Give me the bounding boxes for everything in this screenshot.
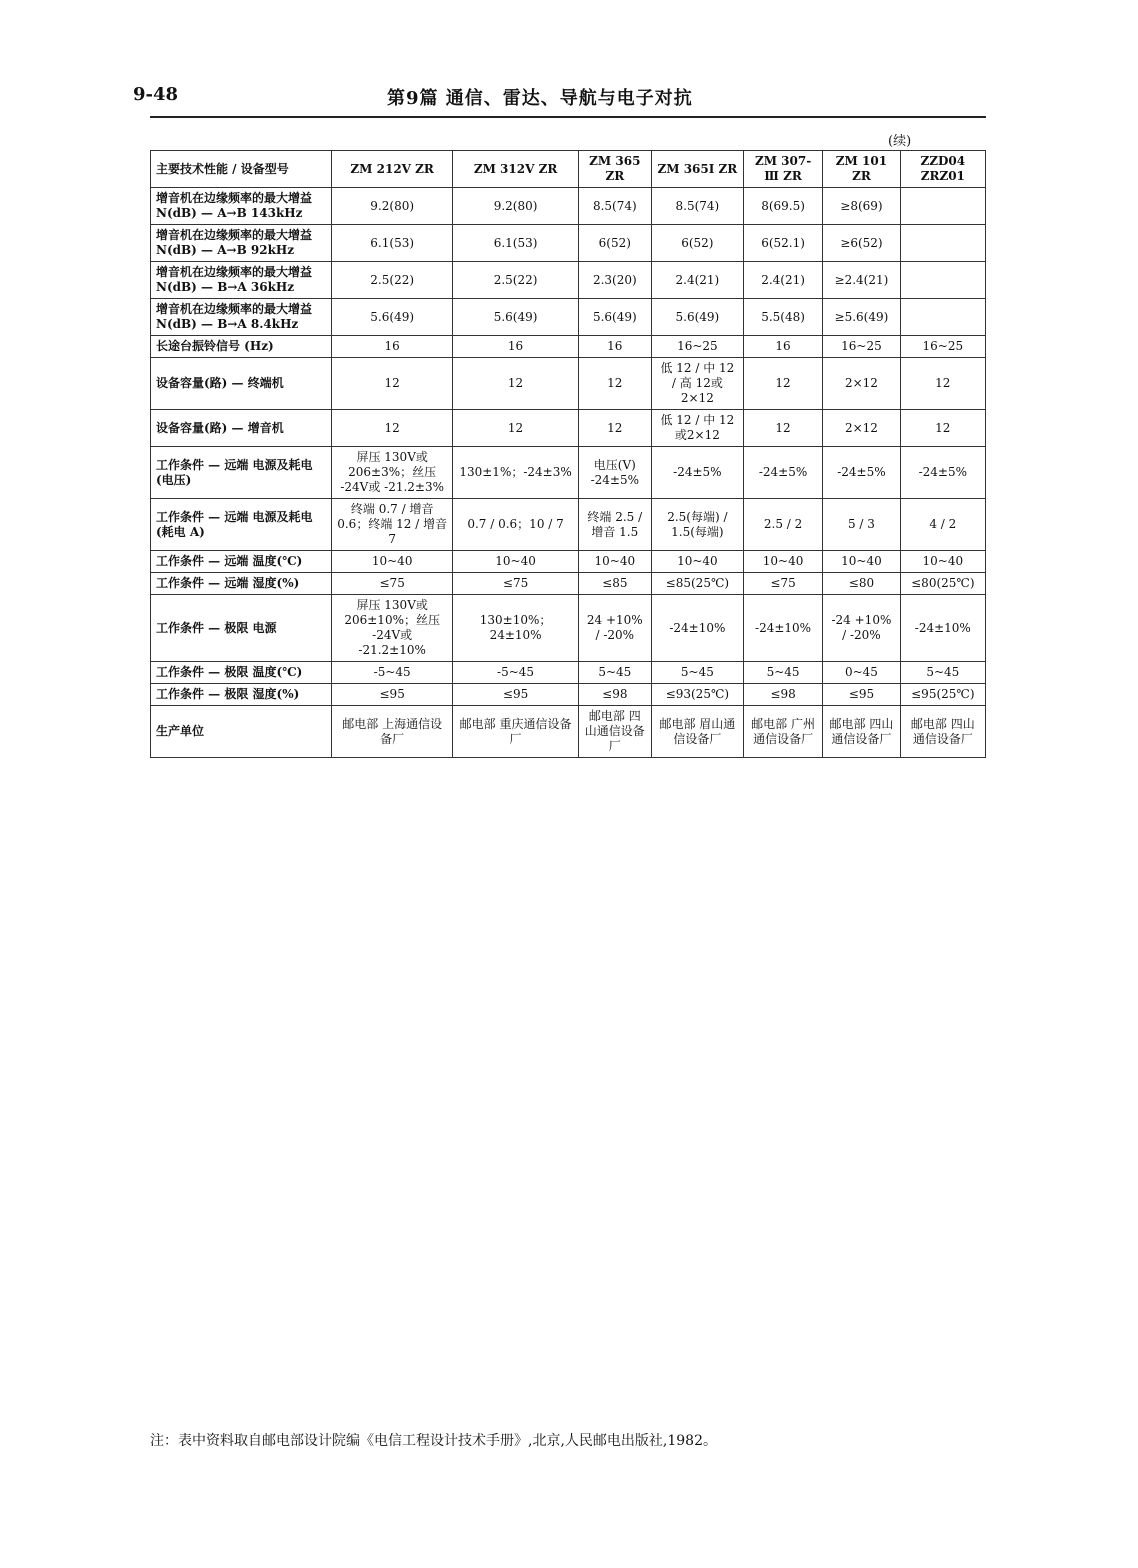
- cell: 5.6(49): [651, 299, 743, 336]
- cell: 12: [900, 410, 985, 447]
- table-row: [151, 551, 986, 573]
- cell: 5.6(49): [453, 299, 578, 336]
- row-label: 工作条件 — 极限 电源: [151, 595, 332, 662]
- cell: -24±5%: [823, 447, 900, 499]
- cell: 2.3(20): [578, 262, 651, 299]
- cell: ≤85(25℃): [651, 573, 743, 595]
- row-label: 工作条件 — 远端 电源及耗电 (耗电 A): [151, 499, 332, 551]
- row-label: 工作条件 — 极限 湿度(%): [151, 684, 332, 706]
- cell: ≤98: [578, 684, 651, 706]
- row-label: 工作条件 — 远端 湿度(%): [151, 573, 332, 595]
- cell: ≤93(25℃): [651, 684, 743, 706]
- cell: 12: [900, 358, 985, 410]
- cell: 邮电部 重庆通信设备厂: [453, 706, 578, 758]
- table-row: [151, 662, 986, 684]
- cell: 10~40: [578, 551, 651, 573]
- cell: 2.5(22): [332, 262, 453, 299]
- row-label: 长途台振铃信号 (Hz): [151, 336, 332, 358]
- cell: 6.1(53): [332, 225, 453, 262]
- cell: 2.5 / 2: [743, 499, 822, 551]
- cell: 10~40: [332, 551, 453, 573]
- cell: 2.5(每端) / 1.5(每端): [651, 499, 743, 551]
- table-row: [151, 336, 986, 358]
- cell: 5.6(49): [578, 299, 651, 336]
- cell: 9.2(80): [453, 188, 578, 225]
- cell: 130±10%；24±10%: [453, 595, 578, 662]
- cell: ≤95: [332, 684, 453, 706]
- cell: -5~45: [453, 662, 578, 684]
- cell: 邮电部 四山通信设备厂: [823, 706, 900, 758]
- row-label: 生产单位: [151, 706, 332, 758]
- table-row: [151, 299, 986, 336]
- cell: 2×12: [823, 410, 900, 447]
- cell: -24±10%: [743, 595, 822, 662]
- cell: 终端 0.7 / 增音 0.6；终端 12 / 增音 7: [332, 499, 453, 551]
- cell: ≤98: [743, 684, 822, 706]
- cell: ≤80: [823, 573, 900, 595]
- cell: 12: [453, 410, 578, 447]
- table-header-parameter: 主要技术性能 / 设备型号: [151, 151, 332, 188]
- cell: -24±10%: [651, 595, 743, 662]
- cell: 4 / 2: [900, 499, 985, 551]
- cell: 10~40: [900, 551, 985, 573]
- continued-label: (续): [888, 134, 912, 149]
- cell: 8.5(74): [578, 188, 651, 225]
- cell: 16: [578, 336, 651, 358]
- cell: 10~40: [651, 551, 743, 573]
- cell: ≤75: [453, 573, 578, 595]
- table-row: [151, 358, 986, 410]
- cell: -5~45: [332, 662, 453, 684]
- row-label: 增音机在边缘频率的最大增益 N(dB) — B→A 8.4kHz: [151, 299, 332, 336]
- cell: 5~45: [900, 662, 985, 684]
- cell: 5.5(48): [743, 299, 822, 336]
- cell: 5~45: [743, 662, 822, 684]
- cell: 12: [743, 358, 822, 410]
- cell: 16: [743, 336, 822, 358]
- cell: ≥5.6(49): [823, 299, 900, 336]
- cell: 16~25: [900, 336, 985, 358]
- table-header-307: ZM 307-Ⅲ ZR: [743, 151, 822, 188]
- cell: ≤95: [453, 684, 578, 706]
- row-label: 设备容量(路) — 终端机: [151, 358, 332, 410]
- cell: 6(52): [651, 225, 743, 262]
- cell: 终端 2.5 / 增音 1.5: [578, 499, 651, 551]
- cell: 130±1%；-24±3%: [453, 447, 578, 499]
- cell: 邮电部 四山通信设备厂: [578, 706, 651, 758]
- cell: ≤95(25℃): [900, 684, 985, 706]
- cell: 2×12: [823, 358, 900, 410]
- table-header-365: ZM 365 ZR: [578, 151, 651, 188]
- cell: 12: [743, 410, 822, 447]
- row-label: 工作条件 — 极限 温度(℃): [151, 662, 332, 684]
- cell: 12: [332, 358, 453, 410]
- table-row: [151, 410, 986, 447]
- cell: 0~45: [823, 662, 900, 684]
- technical-table: [150, 150, 986, 758]
- cell: [900, 262, 985, 299]
- cell: 5 / 3: [823, 499, 900, 551]
- cell: 邮电部 四山通信设备厂: [900, 706, 985, 758]
- cell: 12: [578, 358, 651, 410]
- cell: 5~45: [578, 662, 651, 684]
- row-label: 设备容量(路) — 增音机: [151, 410, 332, 447]
- cell: ≤85: [578, 573, 651, 595]
- cell: 8.5(74): [651, 188, 743, 225]
- table-row: [151, 499, 986, 551]
- cell: 12: [453, 358, 578, 410]
- cell: 邮电部 上海通信设备厂: [332, 706, 453, 758]
- table-header-312v: ZM 312V ZR: [453, 151, 578, 188]
- table-header-zzd04: ZZD04 ZRZ01: [900, 151, 985, 188]
- cell: 2.4(21): [651, 262, 743, 299]
- cell: 屏压 130V或 206±3%；丝压 -24V或 -21.2±3%: [332, 447, 453, 499]
- header: [95, 84, 995, 110]
- table-header-365i: ZM 365Ⅰ ZR: [651, 151, 743, 188]
- cell: -24±5%: [900, 447, 985, 499]
- cell: ≤75: [332, 573, 453, 595]
- cell: 邮电部 眉山通信设备厂: [651, 706, 743, 758]
- table-header-101: ZM 101 ZR: [823, 151, 900, 188]
- cell: [900, 299, 985, 336]
- table-row: [151, 706, 986, 758]
- table-row: [151, 447, 986, 499]
- cell: 低 12 / 中 12 / 高 12或2×12: [651, 358, 743, 410]
- cell: 16~25: [651, 336, 743, 358]
- table-row: [151, 595, 986, 662]
- table-row: [151, 684, 986, 706]
- cell: 0.7 / 0.6；10 / 7: [453, 499, 578, 551]
- cell: 6(52.1): [743, 225, 822, 262]
- chapter-title: 第9篇 通信、雷达、导航与电子对抗: [387, 88, 693, 109]
- table-row: [151, 262, 986, 299]
- cell: 电压(V) -24±5%: [578, 447, 651, 499]
- cell: ≤80(25℃): [900, 573, 985, 595]
- table-row: [151, 188, 986, 225]
- cell: -24±5%: [651, 447, 743, 499]
- cell: 10~40: [453, 551, 578, 573]
- row-label: 增音机在边缘频率的最大增益 N(dB) — B→A 36kHz: [151, 262, 332, 299]
- table-row: [151, 573, 986, 595]
- cell: ≤75: [743, 573, 822, 595]
- cell: 5.6(49): [332, 299, 453, 336]
- cell: 12: [332, 410, 453, 447]
- cell: [900, 188, 985, 225]
- table-row: [151, 225, 986, 262]
- cell: 5~45: [651, 662, 743, 684]
- cell: 6.1(53): [453, 225, 578, 262]
- cell: ≤95: [823, 684, 900, 706]
- cell: 低 12 / 中 12或2×12: [651, 410, 743, 447]
- page-number: 9-48: [133, 84, 179, 105]
- cell: 邮电部 广州通信设备厂: [743, 706, 822, 758]
- footnote: 注：表中资料取自邮电部设计院编《电信工程设计技术手册》,北京,人民邮电出版社,1982。: [150, 1433, 717, 1449]
- cell: 16: [332, 336, 453, 358]
- cell: 16: [453, 336, 578, 358]
- cell: 9.2(80): [332, 188, 453, 225]
- row-label: 增音机在边缘频率的最大增益 N(dB) — A→B 92kHz: [151, 225, 332, 262]
- cell: -24 +10% / -20%: [823, 595, 900, 662]
- cell: 2.4(21): [743, 262, 822, 299]
- cell: 6(52): [578, 225, 651, 262]
- cell: -24±10%: [900, 595, 985, 662]
- row-label: 增音机在边缘频率的最大增益 N(dB) — A→B 143kHz: [151, 188, 332, 225]
- cell: 12: [578, 410, 651, 447]
- cell: 2.5(22): [453, 262, 578, 299]
- cell: 8(69.5): [743, 188, 822, 225]
- cell: ≥2.4(21): [823, 262, 900, 299]
- cell: [900, 225, 985, 262]
- table-header-212v: ZM 212V ZR: [332, 151, 453, 188]
- cell: 24 +10% / -20%: [578, 595, 651, 662]
- row-label: 工作条件 — 远端 电源及耗电 (电压): [151, 447, 332, 499]
- cell: 16~25: [823, 336, 900, 358]
- cell: ≥8(69): [823, 188, 900, 225]
- cell: ≥6(52): [823, 225, 900, 262]
- header-rule: [150, 116, 986, 118]
- cell: 10~40: [823, 551, 900, 573]
- row-label: 工作条件 — 远端 温度(℃): [151, 551, 332, 573]
- cell: 10~40: [743, 551, 822, 573]
- cell: -24±5%: [743, 447, 822, 499]
- cell: 屏压 130V或 206±10%；丝压 -24V或 -21.2±10%: [332, 595, 453, 662]
